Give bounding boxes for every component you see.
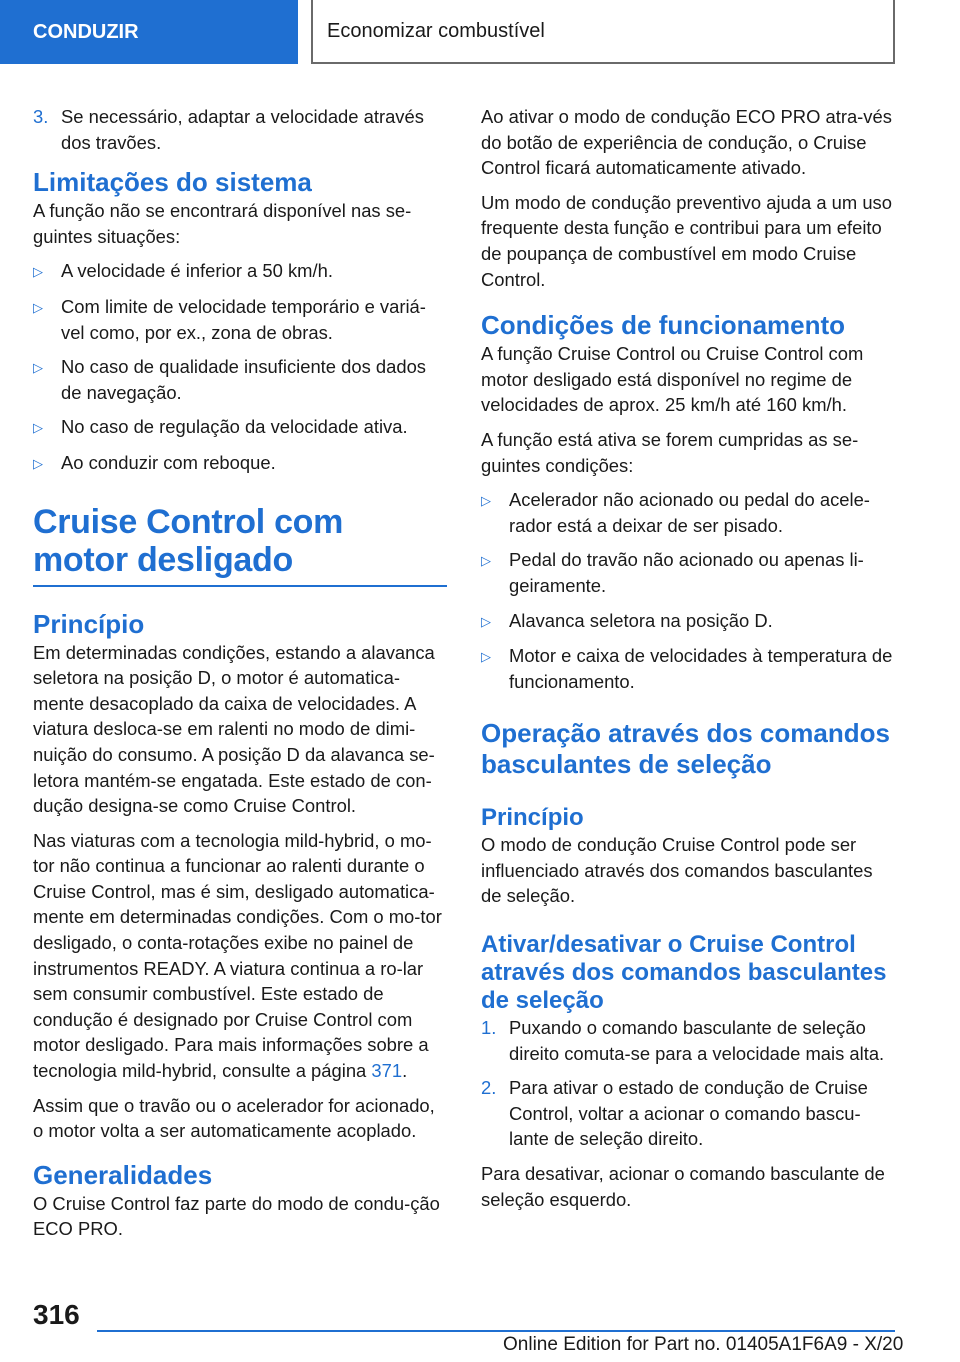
- triangle-right-outline-icon: ▷: [481, 493, 491, 509]
- paragraph: O modo de condução Cruise Control pode ser influenciado através dos comandos basculantes de seleção.: [481, 834, 873, 907]
- page-link[interactable]: 371: [371, 1060, 403, 1082]
- section-title: CONDUZIR: [33, 20, 139, 43]
- triangle-right-outline-icon: ▷: [481, 649, 491, 665]
- list-item: ▷ No caso de qualidade insuficiente dos dados de navegação.: [33, 354, 447, 405]
- list-item: ▷ Ao conduzir com reboque.: [33, 450, 447, 477]
- paragraph: Em determinadas condições, estando a alavanca seletora na posição D, o motor é automatica-mente desacoplado da caixa de velocidades. A viatura desloca-se em ralenti no modo de dimi-nuição do consumo. A posição D da alavanca se-letora mantém-se engatada. Este estado de con-dução designa-se como Cruise Control.: [33, 641, 435, 817]
- paragraph: Nas viaturas com a tecnologia mild-hybrid, o mo-tor não continua a funcionar ao ralenti durante o Cruise Control, mas é sim, desligado automatica-mente em determinadas condições. Com o mo-tor desligado, o conta-rotações exibe no painel de instrumentos READY. A viatura continua a ro-lar sem consumir combustível. Este estado de condução é designado por Cruise Control com motor desligado. Para mais informações sobre a tecnologia mild-hybrid, consulte a página 371.: [33, 829, 442, 1082]
- paragraph: O Cruise Control faz parte do modo de condu-ção ECO PRO.: [33, 1192, 440, 1240]
- triangle-right-outline-icon: ▷: [481, 553, 491, 569]
- paragraph: Assim que o travão ou o acelerador for acionado, o motor volta a ser automaticamente acoplado.: [33, 1094, 435, 1142]
- heading-principle: Princípio: [481, 804, 584, 832]
- chapter-header: [311, 0, 895, 64]
- paragraph: Para desativar, acionar o comando basculante de seleção esquerdo.: [481, 1163, 885, 1210]
- heading-principle: Princípio: [33, 608, 145, 639]
- limitations-list: [33, 258, 447, 476]
- heading-limitations: Limitações do sistema: [33, 167, 312, 198]
- heading-operation: Operação através dos comandos basculantes de seleção: [481, 718, 890, 780]
- paragraph: A função Cruise Control ou Cruise Control com motor desligado está disponível no regime de velocidades de aprox. 25 km/h até 160 km/h.: [481, 343, 864, 416]
- list-item: ▷ No caso de regulação da velocidade ativa.: [33, 414, 447, 441]
- left-column: [33, 104, 447, 1251]
- triangle-right-outline-icon: ▷: [33, 299, 43, 315]
- paragraph: A função está ativa se forem cumpridas as se-guintes condições:: [481, 428, 859, 476]
- right-column: [481, 104, 895, 1221]
- triangle-right-outline-icon: ▷: [33, 360, 43, 376]
- step-list: [481, 1015, 895, 1152]
- heading-conditions: Condições de funcionamento: [481, 310, 846, 341]
- list-item: 1. Puxando o comando basculante de seleção direito comuta-se para a velocidade mais alta.: [481, 1015, 895, 1066]
- step-number: 1.: [481, 1017, 497, 1039]
- chapter-title: Economizar combustível: [327, 19, 545, 42]
- triangle-right-outline-icon: ▷: [33, 455, 43, 471]
- heading-toggle: Ativar/desativar o Cruise Control através dos comandos basculantes de seleção: [481, 931, 887, 1015]
- paragraph: A função não se encontrará disponível nas se-guintes situações:: [33, 200, 412, 247]
- conditions-list: [481, 487, 895, 694]
- step-text: Se necessário, adaptar a velocidade através dos travões.: [61, 106, 424, 153]
- list-item: ▷ Motor e caixa de velocidades à temperatura de funcionamento.: [481, 643, 895, 694]
- list-item: ▷ Com limite de velocidade temporário e variá-vel como, por ex., zona de obras.: [33, 294, 447, 345]
- list-item: [33, 104, 447, 155]
- triangle-right-outline-icon: ▷: [481, 613, 491, 629]
- list-item: ▷ A velocidade é inferior a 50 km/h.: [33, 258, 447, 285]
- step-list-continued: [33, 104, 447, 155]
- triangle-right-outline-icon: ▷: [33, 264, 43, 280]
- paragraph: Ao ativar o modo de condução ECO PRO atra-vés do botão de experiência de condução, o Cruise Control ficará automaticamente ativado.: [481, 106, 892, 179]
- list-item: ▷ Acelerador não acionado ou pedal do acele-rador está a deixar de ser pisado.: [481, 487, 895, 538]
- triangle-right-outline-icon: ▷: [33, 420, 43, 436]
- list-item: ▷ Alavanca seletora na posição D.: [481, 608, 895, 635]
- page-title: Cruise Control com motor desligado: [33, 503, 447, 587]
- footer-edition: Online Edition for Part no. 01405A1F6A9 - X/20: [503, 1334, 904, 1355]
- paragraph: Um modo de condução preventivo ajuda a um uso frequente desta função e contribui para um efeito de poupança de combustível em modo Cruise Control.: [481, 191, 892, 290]
- footer-divider: [97, 1330, 895, 1332]
- section-tab: [0, 0, 298, 64]
- step-number: 3.: [33, 106, 49, 127]
- list-item: ▷ Pedal do travão não acionado ou apenas li-geiramente.: [481, 547, 895, 598]
- list-item: 2. Para ativar o estado de condução de Cruise Control, voltar a acionar o comando bascu-lante de seleção direito.: [481, 1075, 895, 1152]
- page-number: 316: [33, 1299, 80, 1330]
- step-number: 2.: [481, 1077, 497, 1099]
- heading-general: Generalidades: [33, 1159, 213, 1190]
